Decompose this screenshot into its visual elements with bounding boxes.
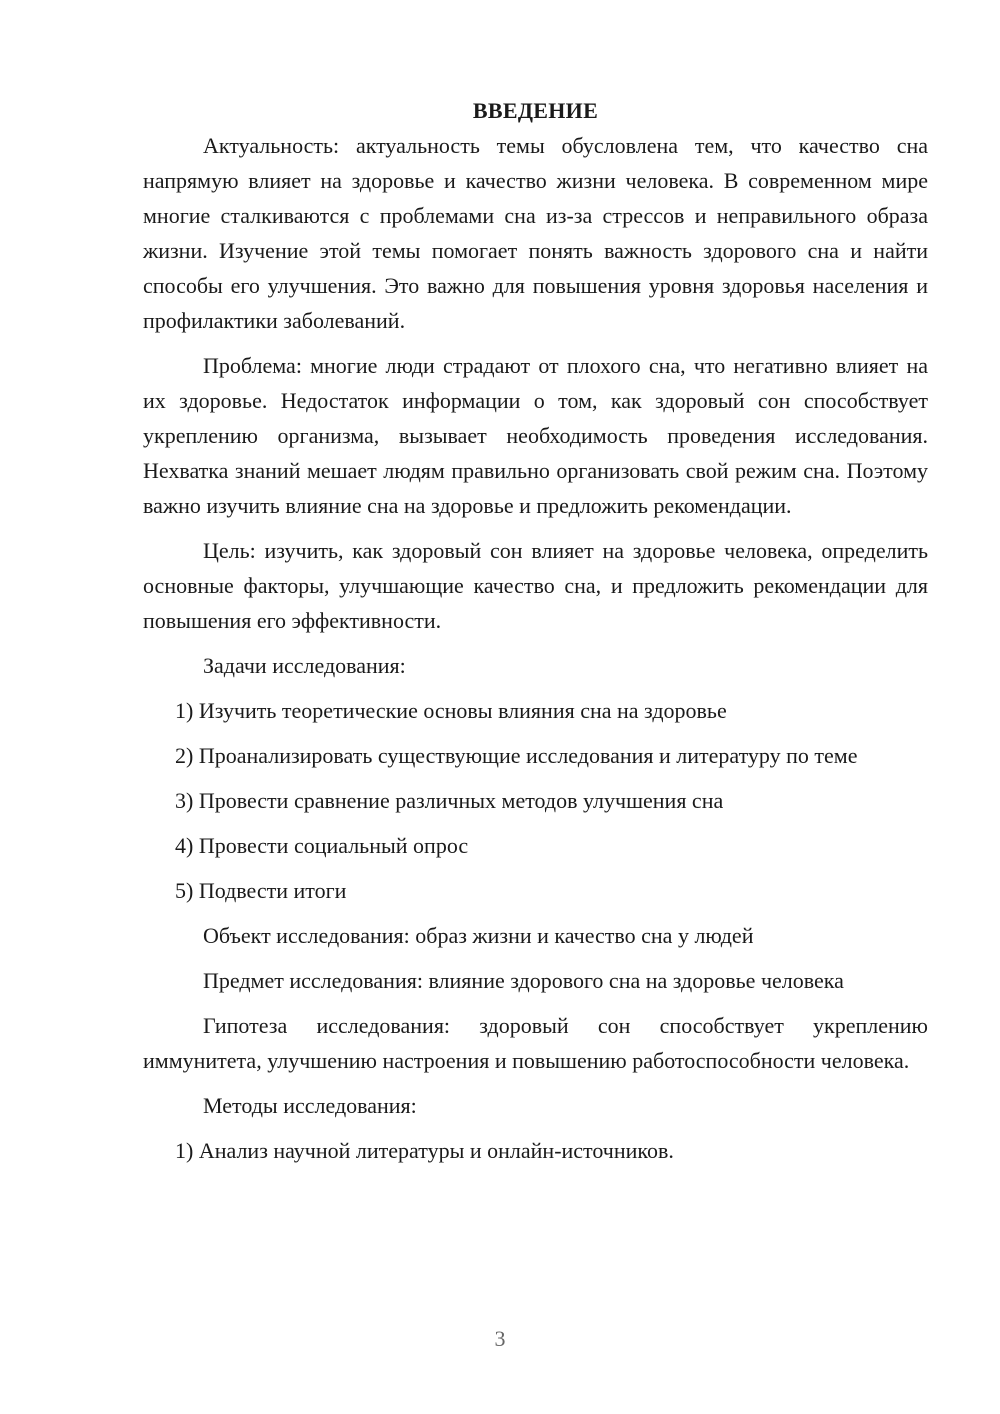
goal-paragraph: Цель: изучить, как здоровый сон влияет на здоровье человека, определить основные факторы, улучшающие качество сна, и предложить рекомендации для повышения его эффективности.: [143, 538, 928, 633]
subject-line: Предмет исследования: влияние здорового сна на здоровье человека: [203, 968, 844, 993]
relevance-paragraph: Актуальность: актуальность темы обусловлена тем, что качество сна напрямую влияет на здоровье и качество жизни человека. В современном мире многие сталкиваются с проблемами сна из-за стрессов и неправильного образа жизни. Изучение этой темы помогает понять важность здорового сна и найти способы его улучшения. Это важно для повышения уровня здоровья населения и профилактики заболеваний.: [143, 133, 928, 333]
methods-heading: Методы исследования:: [203, 1093, 417, 1118]
method-item: 1) Анализ научной литературы и онлайн-источников.: [175, 1138, 674, 1163]
task-item: 1) Изучить теоретические основы влияния сна на здоровье: [175, 698, 727, 723]
document-page: [143, 90, 928, 1168]
task-item: 5) Подвести итоги: [175, 878, 347, 903]
page-number: 3: [494, 1326, 506, 1351]
problem-paragraph: Проблема: многие люди страдают от плохого сна, что негативно влияет на их здоровье. Недостаток информации о том, как здоровый сон способствует укреплению организма, вызывает необходимость проведения исследования. Нехватка знаний мешает людям правильно организовать свой режим сна. Поэтому важно изучить влияние сна на здоровье и предложить рекомендации.: [143, 353, 928, 518]
task-item: 2) Проанализировать существующие исследования и литературу по теме: [175, 743, 858, 768]
task-item: 4) Провести социальный опрос: [175, 833, 469, 858]
hypothesis-paragraph: Гипотеза исследования: здоровый сон способствует укреплению иммунитета, улучшению настроения и повышению работоспособности человека.: [143, 1013, 928, 1073]
section-title: ВВЕДЕНИЕ: [472, 98, 599, 123]
tasks-heading: Задачи исследования:: [203, 653, 406, 678]
task-item: 3) Провести сравнение различных методов улучшения сна: [175, 788, 724, 813]
object-line: Объект исследования: образ жизни и качество сна у людей: [203, 923, 754, 948]
